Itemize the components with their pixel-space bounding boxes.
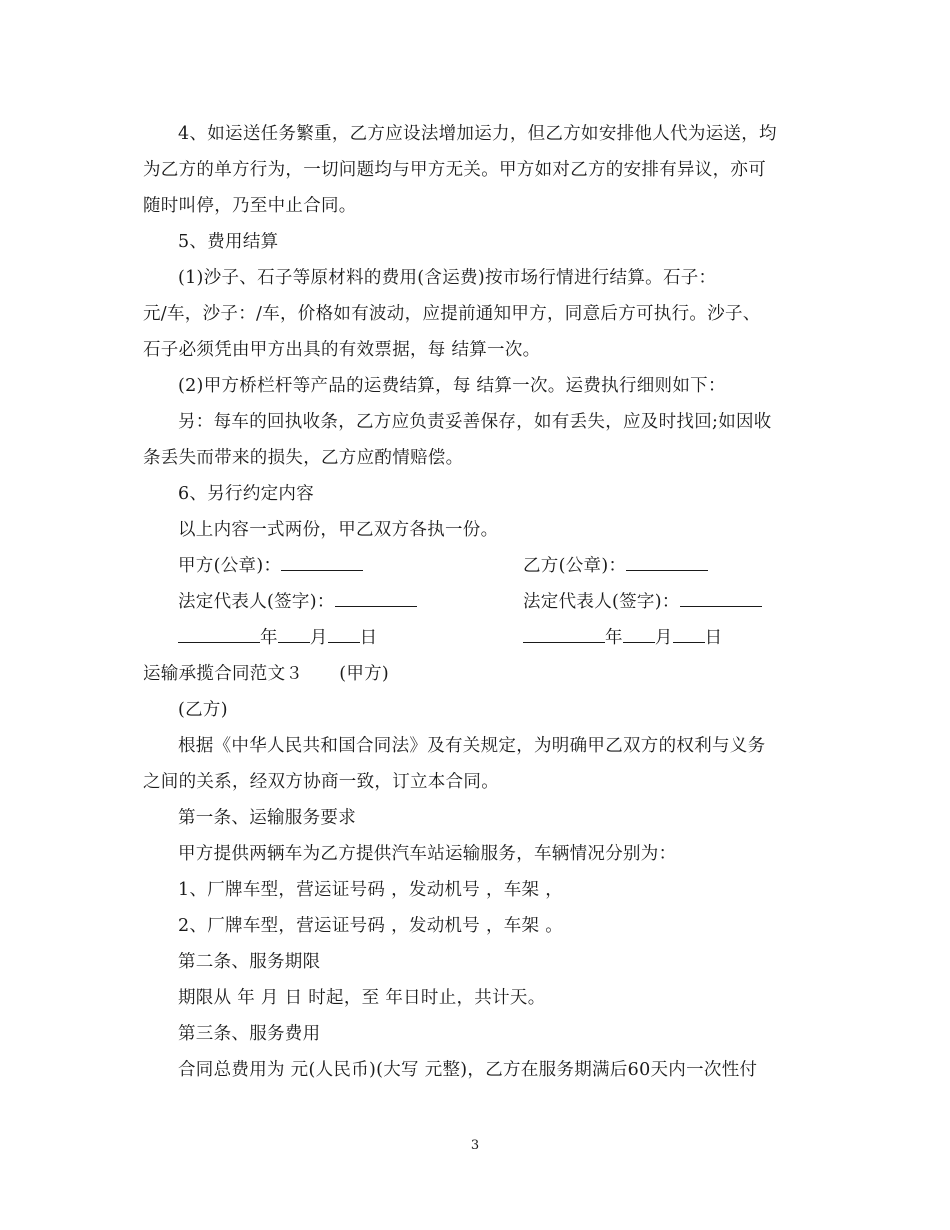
copies-clause: 以上内容一式两份，甲乙双方各执一份。	[178, 520, 499, 540]
party-b-seal: 乙方(公章)：	[523, 554, 823, 578]
party-b-representative: 法定代表人(签字)：	[523, 590, 823, 614]
party-a-representative: 法定代表人(签字)：	[178, 590, 478, 614]
paragraph-4-line-3: 随时叫停，乃至中止合同。	[143, 196, 357, 216]
article-2-title: 第二条、服务期限	[178, 952, 321, 972]
party-a-label: (甲方)	[339, 664, 390, 684]
article-3-title: 第三条、服务费用	[178, 1024, 321, 1044]
party-a-rep-blank	[335, 590, 417, 607]
article-1-title: 第一条、运输服务要求	[178, 808, 356, 828]
fee-clause-2: (2)甲方桥栏杆等产品的运费结算，每 结算一次。运费执行细则如下：	[178, 376, 726, 396]
party-b-seal-blank	[626, 554, 708, 571]
heading-other-terms: 6、另行约定内容	[178, 484, 315, 504]
party-b-rep-blank	[680, 590, 762, 607]
party-b-label: (乙方)	[178, 700, 228, 720]
article-3-body: 合同总费用为 元(人民币)(大写 元整)，乙方在服务期满后60天内一次性付	[178, 1060, 758, 1080]
paragraph-4-line-1: 4、如运送任务繁重，乙方应设法增加运力，但乙方如安排他人代为运送，均	[178, 124, 777, 144]
intro-line-1: 根据《中华人民共和国合同法》及有关规定，为明确甲乙双方的权利与义务	[178, 736, 766, 756]
section-3-heading	[143, 662, 823, 686]
party-b-date: 年 月 日	[523, 626, 823, 650]
section-3-title: 运输承揽合同范文３	[143, 664, 304, 684]
page-number: 3	[470, 1138, 480, 1153]
party-a-seal: 甲方(公章)：	[178, 554, 478, 578]
article-1-body: 甲方提供两辆车为乙方提供汽车站运输服务，车辆情况分别为：	[178, 844, 677, 864]
party-a-seal-blank	[281, 554, 363, 571]
receipt-clause-line-2: 条丢失而带来的损失，乙方应酌情赔偿。	[143, 448, 464, 468]
fee-clause-1-line-3: 石子必须凭由甲方出具的有效票据，每 结算一次。	[143, 340, 541, 360]
heading-fee-settlement: 5、费用结算	[178, 232, 279, 252]
vehicle-2: 2、厂牌车型，营运证号码 ，发动机号 ，车架 。	[178, 916, 564, 936]
fee-clause-1-line-2: 元/车，沙子：/车，价格如有波动，应提前通知甲方，同意后方可执行。沙子、	[143, 304, 761, 324]
vehicle-1: 1、厂牌车型，营运证号码 ，发动机号 ，车架 ，	[178, 880, 564, 900]
party-a-date: 年 月 日	[178, 626, 478, 650]
intro-line-2: 之间的关系，经双方协商一致，订立本合同。	[143, 772, 499, 792]
article-2-body: 期限从 年 月 日 时起，至 年日时止，共计天。	[178, 988, 546, 1008]
receipt-clause-line-1: 另：每车的回执收条，乙方应负责妥善保存，如有丢失，应及时找回;如因收	[178, 412, 772, 432]
fee-clause-1-line-1: (1)沙子、石子等原材料的费用(含运费)按市场行情进行结算。石子：	[178, 268, 717, 288]
paragraph-4-line-2: 为乙方的单方行为，一切问题均与甲方无关。甲方如对乙方的安排有异议，亦可	[143, 160, 766, 180]
